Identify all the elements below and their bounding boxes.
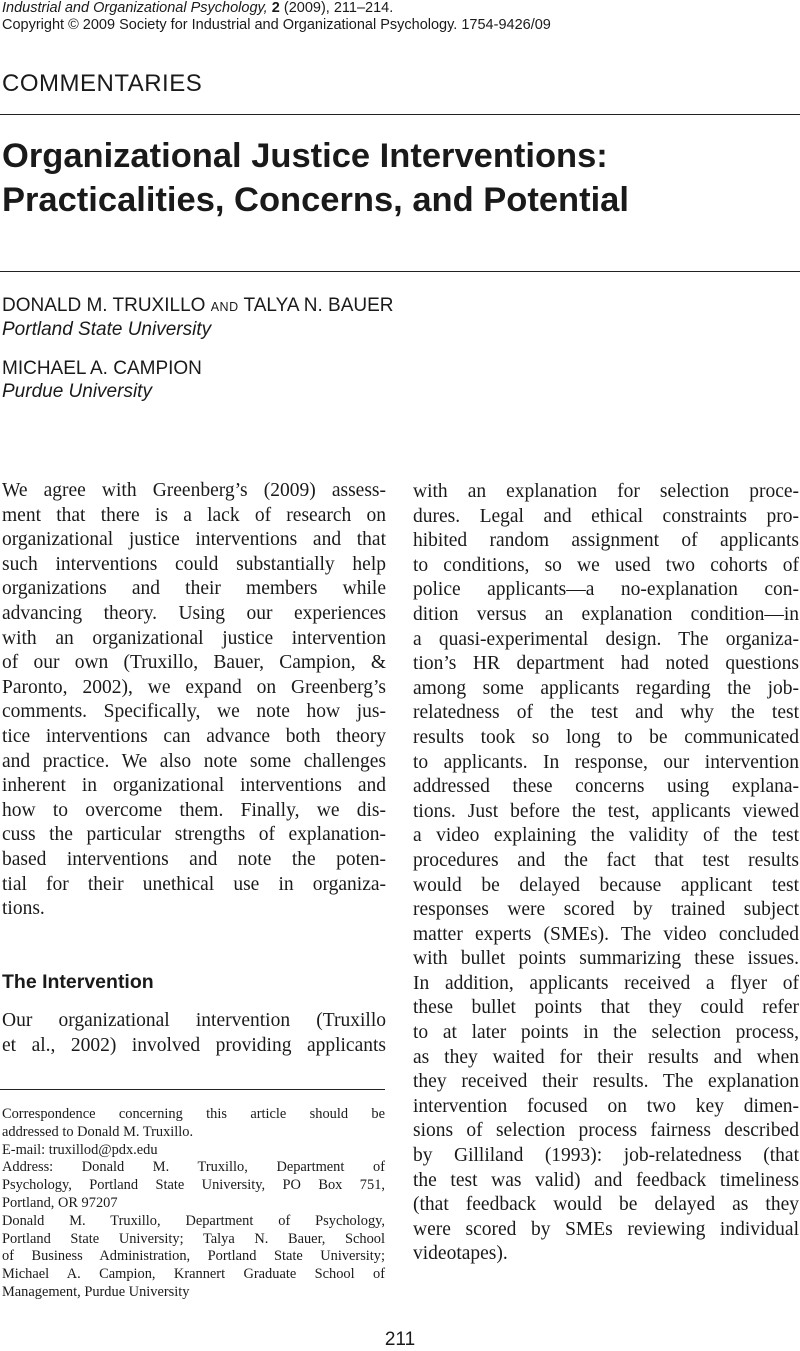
author-conjunction: AND (210, 300, 239, 314)
journal-volume: 2 (271, 0, 280, 16)
text-line: ment that there is a lack of research on (2, 504, 386, 526)
text-line: hibited random assignment of applicants (413, 530, 799, 552)
text-line: tions. (2, 898, 45, 920)
text-line: Psychology, Portland State University, PO Box 751, (2, 1177, 385, 1194)
text-line: In addition, applicants received a flyer of (413, 972, 799, 994)
text-line: the test was valid) and feedback timeliness (413, 1169, 799, 1191)
text-line: Paronto, 2002), we expand on Greenberg’s (2, 676, 386, 698)
text-line: organizational justice interventions and that (2, 529, 386, 551)
text-line: (that feedback would be delayed as they (413, 1194, 799, 1216)
text-line: Donald M. Truxillo, Department of Psychology, (2, 1212, 385, 1229)
text-line: a video explaining the validity of the test (413, 825, 799, 847)
text-line: tion’s HR department had noted questions (413, 653, 799, 675)
text-line: to at later points in the selection process, (413, 1022, 799, 1044)
text-line: responses were scored by trained subject (413, 899, 799, 921)
body-paragraph-intervention (2, 1009, 386, 1058)
text-line: intervention focused on two key dimen- (413, 1095, 799, 1117)
section-label: COMMENTARIES (2, 70, 203, 97)
text-line: of our own (Truxillo, Bauer, Campion, & (2, 652, 386, 674)
journal-citation (2, 0, 393, 17)
text-line: they received their results. The explanation (413, 1071, 799, 1093)
text-line: videotapes). (413, 1243, 508, 1265)
section-divider (0, 114, 800, 115)
body-paragraph-intro (2, 479, 386, 922)
text-line: cuss the particular strengths of explanation- (2, 824, 386, 846)
text-line: Portland State University; Talya N. Bauer, School (2, 1230, 385, 1247)
text-line: organizations and their members while (2, 578, 386, 600)
text-line: tice interventions can advance both theory (2, 725, 386, 747)
text-line: tions. Just before the test, applicants viewed (413, 800, 799, 822)
text-line: and practice. We also note some challenges (2, 750, 386, 772)
text-line: Management, Purdue University (2, 1283, 190, 1300)
author-line-1 (2, 295, 393, 318)
text-line: based interventions and note the poten- (2, 848, 386, 870)
text-line: these bullet points that they could refer (413, 997, 799, 1019)
text-line: Correspondence concerning this article should be (2, 1106, 385, 1122)
text-line: comments. Specifically, we note how jus- (2, 701, 386, 723)
text-line: addressed to Donald M. Truxillo. (2, 1123, 194, 1140)
author-truxillo: DONALD M. TRUXILLO (2, 295, 206, 316)
text-line: by Gilliland (1993): job-relatedness (that (413, 1145, 799, 1167)
text-line: results took so long to be communicated (413, 726, 799, 748)
journal-details: (2009), 211–214. (283, 0, 394, 16)
title-line-2: Practicalities, Concerns, and Potential (2, 181, 629, 219)
text-line: Portland, OR 97207 (2, 1194, 118, 1211)
text-line: sions of selection process fairness described (413, 1120, 799, 1142)
text-line: matter experts (SMEs). The video concluded (413, 923, 799, 945)
text-line: with an explanation for selection proce- (413, 481, 799, 502)
text-line: were scored by SMEs reviewing individual (413, 1218, 799, 1240)
text-line: would be delayed because applicant test (413, 874, 799, 896)
text-line: Address: Donald M. Truxillo, Department of (2, 1159, 385, 1176)
text-line: Our organizational intervention (Truxillo (2, 1010, 386, 1031)
text-line: police applicants—a no-explanation con- (413, 579, 799, 601)
text-line: Michael A. Campion, Krannert Graduate School of (2, 1266, 385, 1283)
page-number: 211 (384, 1329, 416, 1350)
text-line: et al., 2002) involved providing applicants (2, 1034, 386, 1056)
section-heading: The Intervention (2, 971, 154, 993)
text-line: procedures and the fact that test results (413, 849, 799, 871)
text-line: advancing theory. Using our experiences (2, 602, 386, 624)
body-paragraph-right-column (413, 480, 799, 1267)
text-line: E-mail: truxillod@pdx.edu (2, 1141, 158, 1158)
affiliation-portland: Portland State University (2, 319, 212, 340)
journal-name: Industrial and Organizational Psychology, (2, 0, 268, 16)
footnotes (2, 1106, 385, 1302)
text-line: addressed these concerns using explana- (413, 776, 799, 798)
copyright-line: Copyright © 2009 Society for Industrial and Organizational Psychology. 1754-9426/09 (2, 17, 551, 33)
text-line: as they waited for their results and when (413, 1046, 799, 1068)
text-line: dures. Legal and ethical constraints pro- (413, 505, 799, 527)
author-campion: MICHAEL A. CAMPION (2, 358, 202, 379)
text-line: with bullet points summarizing these issues. (413, 948, 799, 970)
text-line: dition versus an explanation condition—in (413, 603, 799, 625)
text-line: a quasi-experimental design. The organiza- (413, 628, 799, 650)
affiliation-purdue: Purdue University (2, 381, 152, 402)
text-line: such interventions could substantially help (2, 553, 386, 575)
text-line: with an organizational justice intervention (2, 627, 386, 649)
text-line: among some applicants regarding the job- (413, 677, 799, 699)
text-line: how to overcome them. Finally, we dis- (2, 799, 386, 821)
text-line: inherent in organizational interventions and (2, 775, 386, 797)
title-line-1: Organizational Justice Interventions: (2, 137, 608, 175)
text-line: tial for their unethical use in organiza- (2, 873, 386, 895)
article-title (2, 134, 792, 222)
text-line: relatedness of the test and why the test (413, 702, 799, 724)
text-line: We agree with Greenberg’s (2009) assess- (2, 480, 386, 501)
title-divider (0, 271, 800, 272)
text-line: to applicants. In response, our intervention (413, 751, 799, 773)
footnote-divider (0, 1089, 385, 1090)
text-line: of Business Administration, Portland State University; (2, 1248, 385, 1265)
text-line: to conditions, so we used two cohorts of (413, 554, 799, 576)
author-bauer: TALYA N. BAUER (243, 295, 394, 316)
